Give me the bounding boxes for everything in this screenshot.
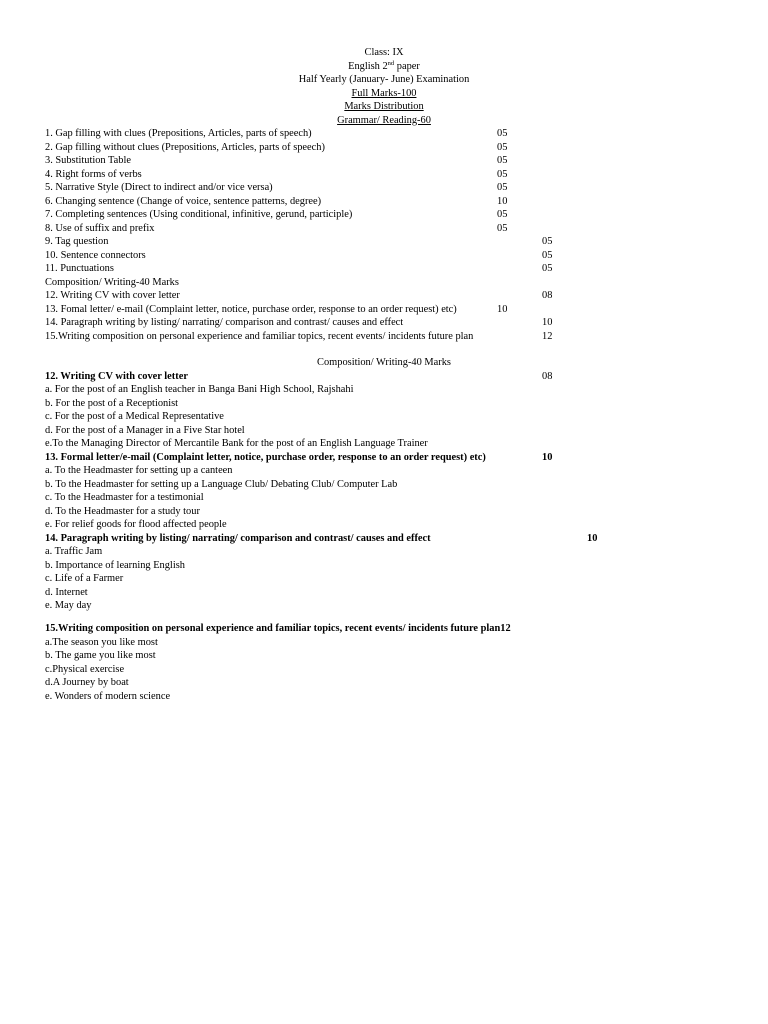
- grammar-item: 5. Narrative Style (Direct to indirect and/or vice versa): [45, 182, 273, 193]
- grammar-marks: 05: [542, 249, 553, 261]
- paper-suffix: paper: [394, 60, 420, 72]
- grammar-marks: 05: [497, 155, 508, 166]
- section-item: b. Importance of learning English: [45, 559, 185, 571]
- grammar-marks: 05: [497, 168, 508, 180]
- grammar-marks: 10: [497, 195, 508, 207]
- section-heading: 14. Paragraph writing by listing/ narrating/ comparison and contrast/ causes and effect: [45, 532, 431, 544]
- grammar-marks: 05: [497, 128, 508, 139]
- section-marks: 10: [587, 532, 598, 544]
- composition-heading: Composition/ Writing-40 Marks: [45, 276, 179, 288]
- composition-item: 13. Fomal letter/ e-mail (Complaint letter, notice, purchase order, response to an order request) etc): [45, 303, 457, 315]
- section-item: a.The season you like most: [45, 636, 158, 648]
- section-heading: 13. Formal letter/e-mail (Complaint letter, notice, purchase order, response to an order request) etc): [45, 451, 486, 463]
- section-item: d. Internet: [45, 586, 88, 598]
- class-line: Class: IX: [364, 47, 404, 58]
- grammar-item: 4. Right forms of verbs: [45, 168, 142, 180]
- grammar-item: 11. Punctuations: [45, 263, 114, 274]
- grammar-marks: 05: [497, 209, 508, 220]
- grammar-heading: Grammar/ Reading-60: [337, 114, 431, 126]
- composition-item: 12. Writing CV with cover letter: [45, 290, 180, 301]
- paper-sup: nd: [387, 59, 395, 67]
- grammar-marks: 05: [542, 263, 553, 274]
- section-marks: 08: [542, 370, 553, 382]
- section-item: a. For the post of an English teacher in Banga Bani High School, Rajshahi: [45, 384, 354, 395]
- composition-title: Composition/ Writing-40 Marks: [317, 357, 451, 368]
- section-item: c. For the post of a Medical Representative: [45, 411, 224, 422]
- section-item: e.To the Managing Director of Mercantile Bank for the post of an English Language Trainer: [45, 438, 428, 449]
- section-item: a. To the Headmaster for setting up a canteen: [45, 465, 233, 476]
- section-heading: 12. Writing CV with cover letter: [45, 370, 188, 382]
- grammar-marks: 05: [497, 141, 508, 153]
- grammar-item: 1. Gap filling with clues (Prepositions, Articles, parts of speech): [45, 128, 312, 139]
- section-item: c.Physical exercise: [45, 663, 125, 675]
- full-marks: Full Marks-100: [351, 87, 417, 99]
- section-marks: 12: [500, 623, 511, 634]
- section-item: b. For the post of a Receptionist: [45, 397, 179, 409]
- grammar-item: 7. Completing sentences (Using conditional, infinitive, gerund, participle): [45, 209, 353, 220]
- section-item: d. To the Headmaster for a study tour: [45, 505, 200, 517]
- paper-line: [0, 60, 768, 74]
- section-item: e. May day: [45, 600, 92, 611]
- grammar-marks: 05: [497, 182, 508, 193]
- paper-prefix: English 2: [348, 60, 388, 72]
- marks-distribution: Marks Distribution: [344, 101, 424, 112]
- grammar-item: 9. Tag question: [45, 236, 109, 247]
- grammar-item: 8. Use of suffix and prefix: [45, 222, 155, 234]
- section-item: c. Life of a Farmer: [45, 573, 124, 584]
- composition-marks: 10: [542, 317, 553, 328]
- grammar-item: 2. Gap filling without clues (Prepositions, Articles, parts of speech): [45, 141, 325, 153]
- section-item: b. To the Headmaster for setting up a Language Club/ Debating Club/ Computer Lab: [45, 478, 398, 490]
- section-item: b. The game you like most: [45, 650, 156, 661]
- composition-marks: 12: [542, 330, 553, 342]
- exam-line: Half Yearly (January- June) Examination: [298, 74, 470, 85]
- grammar-item: 10. Sentence connectors: [45, 249, 146, 261]
- section-heading: [45, 622, 511, 636]
- section-item: a. Traffic Jam: [45, 546, 103, 557]
- section-item: e. For relief goods for flood affected people: [45, 519, 227, 530]
- section-marks: 10: [542, 451, 553, 463]
- grammar-marks: 05: [497, 222, 508, 234]
- section-item: e. Wonders of modern science: [45, 690, 171, 702]
- composition-item: 14. Paragraph writing by listing/ narrating/ comparison and contrast/ causes and effect: [45, 317, 404, 328]
- section-heading-text: 15.Writing composition on personal experience and familiar topics, recent events/ incidents future plan: [45, 623, 501, 634]
- section-item: d.A Journey by boat: [45, 677, 129, 688]
- composition-marks: 10: [497, 303, 508, 315]
- composition-marks: 08: [542, 290, 553, 301]
- composition-item: 15.Writing composition on personal experience and familiar topics, recent events/ incidents future plan: [45, 330, 474, 342]
- grammar-item: 6. Changing sentence (Change of voice, sentence patterns, degree): [45, 195, 322, 207]
- grammar-item: 3. Substitution Table: [45, 155, 131, 166]
- section-item: d. For the post of a Manager in a Five Star hotel: [45, 424, 245, 436]
- grammar-marks: 05: [542, 236, 553, 247]
- section-item: c. To the Headmaster for a testimonial: [45, 492, 204, 503]
